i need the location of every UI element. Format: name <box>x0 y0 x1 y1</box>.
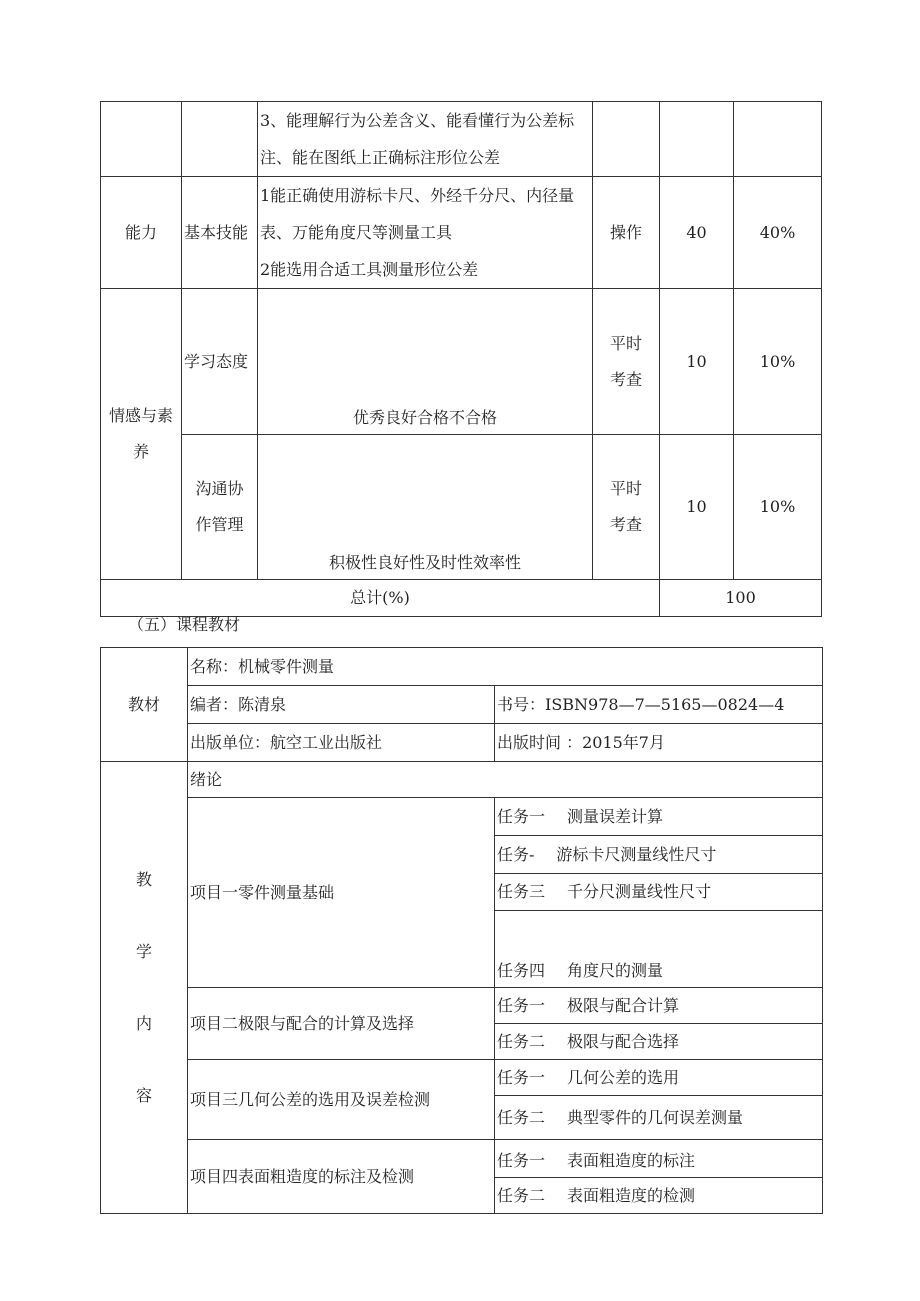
task-name: 游标卡尺测量线性尺寸 <box>556 844 717 864</box>
task-name: 角度尺的测量 <box>567 961 664 980</box>
section-title: （五）课程教材 <box>128 615 241 634</box>
task-no: 任务四 <box>497 961 546 980</box>
textbook-name: 名称：机械零件测量 <box>188 648 823 686</box>
ability-item: 基本技能 <box>182 177 258 289</box>
task-row <box>495 988 823 1024</box>
project-2-title: 项目二极限与配合的计算及选择 <box>188 988 495 1060</box>
content-label-char: 学 <box>135 941 152 961</box>
empty-cell <box>734 102 822 177</box>
attitude-item-1: 学习态度 <box>182 289 258 435</box>
total-label: 总计(%) <box>101 580 660 617</box>
task-no: 任务二 <box>497 1185 546 1205</box>
knowledge-item-3: 3、能理解行为公差含义、能看懂行为公差标注、能在图纸上正确标注形位公差 <box>258 102 593 177</box>
attitude-weight-1: 10% <box>734 289 822 435</box>
content-label-char: 容 <box>135 1085 152 1105</box>
ability-weight: 40% <box>734 177 822 289</box>
empty-cell <box>101 102 182 177</box>
attitude-method-2: 平时考查 <box>593 435 660 580</box>
task-row <box>495 1096 823 1140</box>
textbook-isbn: 书号：ISBN978—7—5165—0824—4 <box>495 686 823 724</box>
content-label <box>101 762 188 1214</box>
task-name: 极限与配合计算 <box>567 995 680 1015</box>
attitude-method-1: 平时考查 <box>593 289 660 435</box>
task-no: 任务一 <box>497 995 546 1015</box>
task-name: 测量误差计算 <box>567 806 664 826</box>
attitude-weight-2: 10% <box>734 435 822 580</box>
task-no: 任务一 <box>497 1067 546 1087</box>
project-3-title: 项目三几何公差的选用及误差检测 <box>188 1060 495 1140</box>
ability-content <box>258 177 593 289</box>
task-row <box>495 1060 823 1096</box>
task-row <box>495 874 823 911</box>
task-no: 任务一 <box>497 1151 546 1170</box>
attitude-score-2: 10 <box>660 435 734 580</box>
task-name: 几何公差的选用 <box>567 1067 680 1087</box>
task-row <box>495 836 823 874</box>
attitude-category: 情感与素养 <box>101 289 182 580</box>
ability-method: 操作 <box>593 177 660 289</box>
textbook-publisher: 出版单位：航空工业出版社 <box>188 724 495 762</box>
textbook-label: 教材 <box>101 648 188 762</box>
task-name: 千分尺测量线性尺寸 <box>567 882 712 901</box>
task-name: 表面粗造度的标注 <box>567 1151 696 1170</box>
content-intro: 绪论 <box>188 762 823 798</box>
task-row <box>495 911 823 988</box>
task-row <box>495 1024 823 1060</box>
content-label-char: 内 <box>135 1013 152 1033</box>
attitude-content-1: 优秀良好合格不合格 <box>258 289 593 435</box>
total-value: 100 <box>660 580 822 617</box>
task-row <box>495 1140 823 1178</box>
attitude-score-1: 10 <box>660 289 734 435</box>
attitude-item-2: 沟通协作管理 <box>182 435 258 580</box>
task-no: 任务一 <box>497 806 546 826</box>
content-label-char: 教 <box>135 869 152 889</box>
task-name: 典型零件的几何误差测量 <box>567 1107 744 1127</box>
textbook-editor: 编者：陈清泉 <box>188 686 495 724</box>
task-name: 极限与配合选择 <box>567 1031 680 1051</box>
task-no: 任务三 <box>497 882 546 901</box>
project-1-title: 项目一零件测量基础 <box>188 798 495 988</box>
ability-category: 能力 <box>101 177 182 289</box>
task-row <box>495 798 823 836</box>
task-no: 任务二 <box>497 1031 546 1051</box>
task-no: 任务二 <box>497 1107 546 1127</box>
attitude-content-2: 积极性良好性及时性效率性 <box>258 435 593 580</box>
project-4-title: 项目四表面粗造度的标注及检测 <box>188 1140 495 1214</box>
task-row <box>495 1178 823 1214</box>
empty-cell <box>593 102 660 177</box>
ability-content-2: 2能选用合适工具测量形位公差 <box>260 260 479 279</box>
ability-score: 40 <box>660 177 734 289</box>
empty-cell <box>660 102 734 177</box>
ability-content-1: 1能正确使用游标卡尺、外经千分尺、内径量表、万能角度尺等测量工具 <box>260 186 575 242</box>
task-name: 表面粗造度的检测 <box>567 1185 696 1205</box>
task-no: 任务- <box>497 844 535 864</box>
textbook-pubdate: 出版时间 ：2015年7月 <box>495 724 823 762</box>
empty-cell <box>182 102 258 177</box>
textbook-table <box>100 647 823 1214</box>
assessment-table <box>100 101 822 617</box>
